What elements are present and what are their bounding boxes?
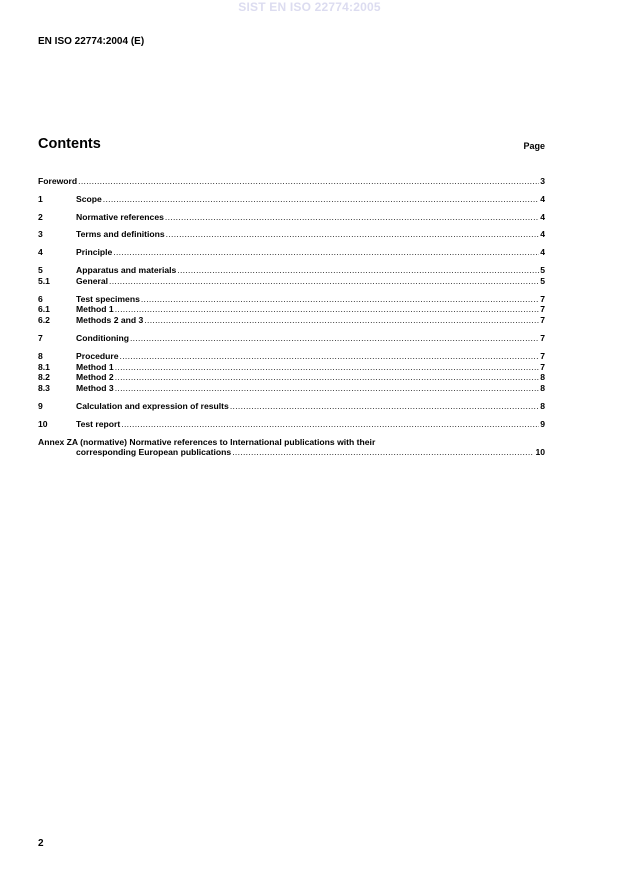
toc-entry-number: 7	[38, 332, 43, 343]
toc-entry-page: 7	[540, 304, 545, 315]
toc-entry-page: 5	[540, 275, 545, 286]
toc-entry-title: Calculation and expression of results	[76, 400, 229, 411]
toc-entry-number: 8	[38, 350, 43, 361]
toc-entry-page: 7	[540, 293, 545, 304]
toc-entry-title: Conditioning	[76, 332, 129, 343]
toc-leader-dots	[130, 333, 539, 344]
toc-entry-procedure-method-2[interactable]	[38, 372, 545, 383]
toc-leader-dots	[230, 401, 539, 412]
toc-entry-general[interactable]	[38, 276, 545, 287]
toc-entry-title: General	[76, 275, 109, 286]
toc-entry-page: 7	[540, 350, 545, 361]
toc-leader-dots	[120, 351, 540, 362]
toc-entry-number: 1	[38, 193, 43, 204]
toc-entry-test-report[interactable]	[38, 419, 545, 430]
toc-entry-normative-references[interactable]	[38, 212, 545, 223]
page-number: 2	[38, 838, 44, 849]
toc-entry-title: Method 2	[76, 372, 114, 383]
watermark-text: SIST EN ISO 22774:2005	[238, 0, 381, 14]
toc-leader-dots	[115, 304, 540, 315]
toc-entry-number: 6	[38, 293, 43, 304]
toc-entry-title: Procedure	[76, 350, 119, 361]
annex-page: 10	[535, 447, 545, 458]
toc-entry-procedure[interactable]	[38, 351, 545, 362]
toc-entry-number: 9	[38, 400, 43, 411]
annex-title-line-2-row	[38, 447, 545, 458]
toc-leader-dots	[78, 176, 539, 187]
contents-heading: Contents	[38, 136, 101, 152]
toc-leader-dots	[109, 276, 539, 287]
toc-entry-specimens-method-1[interactable]	[38, 304, 545, 315]
toc-entry-page: 8	[540, 383, 545, 394]
toc-entry-number: 8.3	[38, 383, 50, 394]
toc-entry-title: Test specimens	[76, 293, 140, 304]
toc-entry-number: 5	[38, 264, 43, 275]
toc-entry-page: 7	[540, 361, 545, 372]
toc-leader-dots	[141, 294, 539, 305]
toc-entry-page: 7	[540, 332, 545, 343]
toc-entry-conditioning[interactable]	[38, 333, 545, 344]
toc-entry-title: Terms and definitions	[76, 229, 165, 240]
toc-leader-dots	[144, 315, 539, 326]
toc-entry-number: 2	[38, 211, 43, 222]
toc-entry-page: 4	[540, 211, 545, 222]
toc-leader-dots	[115, 362, 540, 373]
toc-leader-dots	[115, 372, 540, 383]
toc-entry-number: 8.1	[38, 361, 50, 372]
page-column-label: Page	[523, 141, 545, 151]
toc-entry-procedure-method-3[interactable]	[38, 383, 545, 394]
toc-leader-dots	[113, 247, 539, 258]
toc-entry-page: 9	[540, 418, 545, 429]
toc-entry-number: 6.2	[38, 315, 50, 326]
toc-entry-apparatus-and-materials[interactable]	[38, 265, 545, 276]
toc-entry-annex-za[interactable]	[38, 437, 545, 459]
toc-entry-number: 3	[38, 229, 43, 240]
toc-entry-title: Method 1	[76, 361, 114, 372]
toc-entry-number: 8.2	[38, 372, 50, 383]
toc-entry-page: 4	[540, 193, 545, 204]
toc-entry-title: Method 3	[76, 383, 114, 394]
toc-entry-title: Principle	[76, 247, 113, 258]
toc-entry-title: Scope	[76, 193, 102, 204]
toc-entry-title: Normative references	[76, 211, 164, 222]
annex-title-line-1: Annex ZA (normative) Normative references to International publications with their	[38, 436, 376, 447]
toc-entry-foreword[interactable]	[38, 176, 545, 187]
toc-entry-number: 5.1	[38, 275, 50, 286]
toc-entry-page: 4	[540, 229, 545, 240]
toc-entry-page: 5	[540, 264, 545, 275]
toc-entry-page: 3	[540, 176, 545, 186]
toc-entry-title: Method 1	[76, 304, 114, 315]
toc-leader-dots	[232, 447, 534, 458]
document-id-header: EN ISO 22774:2004 (E)	[38, 36, 145, 47]
toc-entry-number: 4	[38, 247, 43, 258]
toc-entry-calculation-and-results[interactable]	[38, 401, 545, 412]
toc-leader-dots	[166, 229, 540, 240]
toc-entry-scope[interactable]	[38, 194, 545, 205]
toc-entry-principle[interactable]	[38, 247, 545, 258]
toc-leader-dots	[165, 212, 539, 223]
toc-entry-terms-and-definitions[interactable]	[38, 229, 545, 240]
toc-entry-page: 7	[540, 315, 545, 326]
toc-entry-title: Foreword	[38, 176, 78, 186]
toc-entry-page: 4	[540, 247, 545, 258]
toc-entry-procedure-method-1[interactable]	[38, 362, 545, 373]
toc-entry-specimens-methods-2-and-3[interactable]	[38, 315, 545, 326]
toc-entry-title: Apparatus and materials	[76, 264, 177, 275]
table-of-contents	[38, 176, 545, 458]
annex-title-line-2: corresponding European publications	[76, 447, 232, 458]
toc-leader-dots	[115, 383, 540, 394]
toc-entry-number: 6.1	[38, 304, 50, 315]
toc-entry-page: 8	[540, 400, 545, 411]
toc-leader-dots	[103, 194, 539, 205]
toc-entry-title: Test report	[76, 418, 121, 429]
toc-entry-page: 8	[540, 372, 545, 383]
toc-leader-dots	[121, 419, 539, 430]
toc-entry-number: 10	[38, 418, 48, 429]
toc-leader-dots	[177, 265, 539, 276]
toc-entry-title: Methods 2 and 3	[76, 315, 144, 326]
toc-entry-test-specimens[interactable]	[38, 294, 545, 305]
